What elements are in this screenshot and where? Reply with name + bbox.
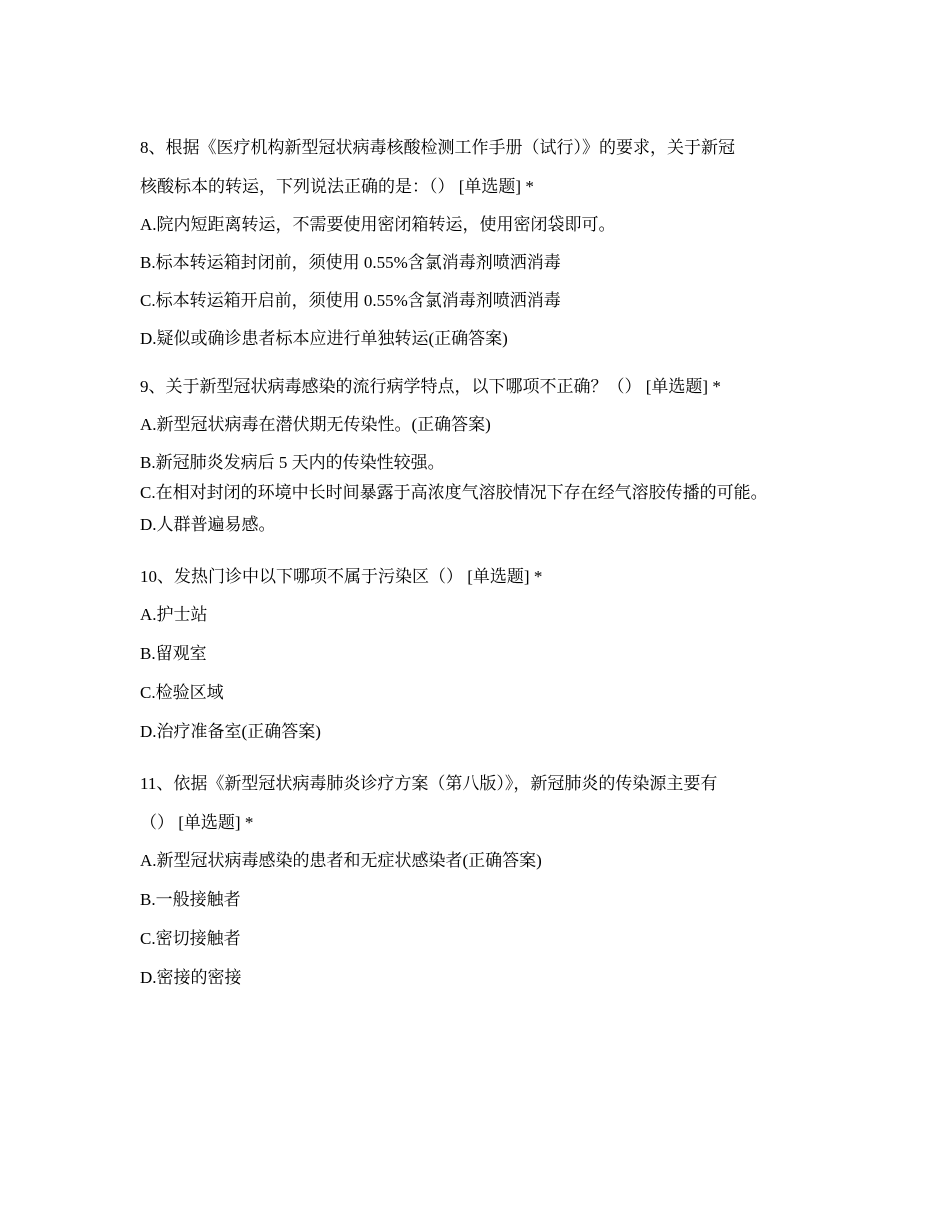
option-b: B.一般接触者 bbox=[140, 890, 241, 909]
option-b: B.标本转运箱封闭前，须使用 0.55%含氯消毒剂喷洒消毒 bbox=[140, 253, 561, 272]
option-b: B.留观室 bbox=[140, 644, 207, 663]
question-stem-line: 9、关于新型冠状病毒感染的流行病学特点，以下哪项不正确？（） [单选题] * bbox=[140, 377, 721, 396]
question-9 bbox=[140, 367, 810, 538]
option-c: C.标本转运箱开启前，须使用 0.55%含氯消毒剂喷洒消毒 bbox=[140, 291, 561, 310]
question-stem-line: 10、发热门诊中以下哪项不属于污染区（） [单选题] * bbox=[140, 567, 543, 586]
question-stem-line: 核酸标本的转运，下列说法正确的是：（） [单选题] * bbox=[140, 177, 534, 196]
option-a: A.新型冠状病毒在潜伏期无传染性。(正确答案) bbox=[140, 415, 491, 434]
document-page bbox=[140, 128, 810, 991]
option-a: A.院内短距离转运，不需要使用密闭箱转运，使用密闭袋即可。 bbox=[140, 215, 616, 234]
question-10 bbox=[140, 557, 810, 745]
option-a: A.护士站 bbox=[140, 605, 208, 624]
option-b: B.新冠肺炎发病后 5 天内的传染性较强。 bbox=[140, 453, 445, 472]
option-a: A.新型冠状病毒感染的患者和无症状感染者(正确答案) bbox=[140, 851, 542, 870]
question-11 bbox=[140, 764, 810, 991]
option-c: C.密切接触者 bbox=[140, 929, 241, 948]
question-stem-line: 8、根据《医疗机构新型冠状病毒核酸检测工作手册（试行）》的要求，关于新冠 bbox=[140, 138, 735, 157]
option-c: C.检验区域 bbox=[140, 683, 224, 702]
question-stem-line: （） [单选题] * bbox=[140, 813, 254, 832]
option-d: D.疑似或确诊患者标本应进行单独转运(正确答案) bbox=[140, 329, 508, 348]
option-d: D.治疗准备室(正确答案) bbox=[140, 722, 321, 741]
option-d: D.密接的密接 bbox=[140, 968, 242, 987]
option-c: C.在相对封闭的环境中长时间暴露于高浓度气溶胶情况下存在经气溶胶传播的可能。 bbox=[140, 483, 768, 502]
option-d: D.人群普遍易感。 bbox=[140, 515, 276, 534]
question-8 bbox=[140, 128, 810, 352]
question-stem-line: 11、依据《新型冠状病毒肺炎诊疗方案（第八版）》，新冠肺炎的传染源主要有 bbox=[140, 774, 718, 793]
